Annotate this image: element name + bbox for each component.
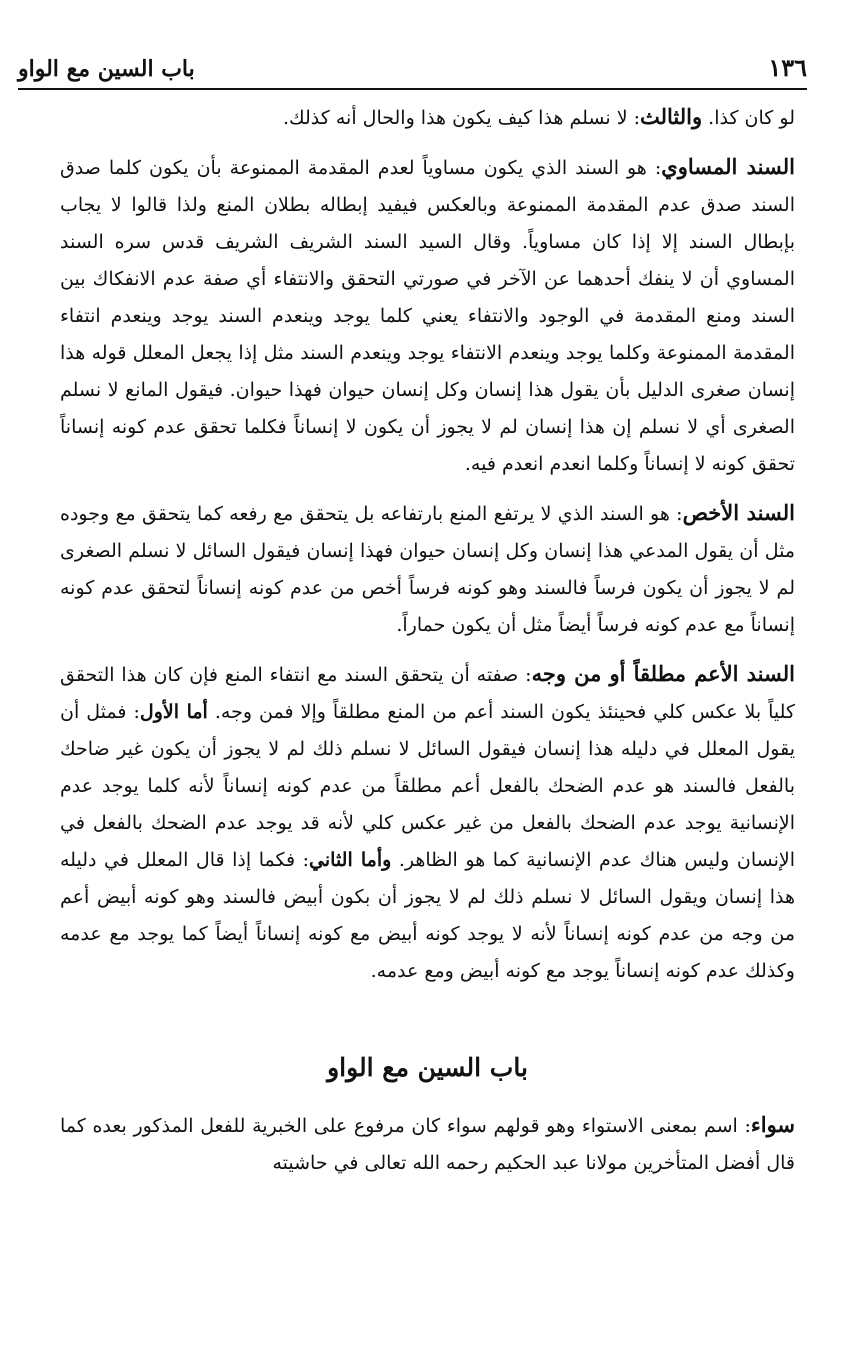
- paragraph-text: اسم بمعنى الاستواء وهو قولهم سواء كان مرفوع على الخبرية للفعل المذكور بعده كما قال أفضل المتأخرين مولانا عبد الحكيم رحمه الله تعالى في حاشيته: [60, 1115, 795, 1174]
- paragraph-text: صفته أن يتحقق السند مع انتفاء المنع فإن كان هذا التحقق كلياً بلا عكس كلي فحينئذ يكون السند أعم من المنع مطلقاً وإلا فمن وجه.: [60, 664, 795, 723]
- page-body: [60, 98, 795, 1193]
- subterm-second: وأما الثاني: [309, 849, 392, 871]
- paragraph-specific-support: [60, 494, 795, 644]
- paragraph-lead: لو كان كذا.: [702, 107, 795, 129]
- paragraph-text: لا نسلم هذا كيف يكون هذا والحال أنه كذلك.: [282, 107, 628, 129]
- paragraph-text: : فكما إذا قال المعلل في دليله هذا إنسان ويقول السائل لا نسلم ذلك لم لا يجوز أن بكون أبيض فالسند وهو كونه أبيض أعم من وجه من عدم كونه إنساناً لأنه لا يوجد كونه أبيض مع كونه إنساناً أيضاً كما يوجد مع عدمه وكذلك عدم كونه إنساناً يوجد مع كونه أبيض ومع عدمه.: [60, 849, 795, 982]
- term-third: والثالث: [640, 104, 703, 129]
- term-general-support: السند الأعم مطلقاً أو من وجه: [531, 661, 795, 686]
- term-specific-support: السند الأخص: [682, 500, 795, 525]
- paragraph-third: [60, 98, 795, 137]
- term-separator: :: [669, 503, 683, 525]
- running-header-title: باب السين مع الواو: [18, 56, 195, 82]
- term-separator: :: [627, 107, 640, 129]
- subterm-first: أما الأول: [139, 701, 208, 723]
- paragraph-general-support: [60, 655, 795, 990]
- term-separator: :: [518, 664, 532, 686]
- paragraph-text: : فمثل أن يقول المعلل في دليله هذا إنسان فيقول السائل لا نسلم ذلك لم لا يجوز أن يكون غير ضاحك بالفعل فالسند هو عدم الضحك بالفعل أعم مطلقاً من عدم كونه إنساناً لأنه كلما يوجد عدم الإنسانية يوجد عدم الضحك بالفعل من غير عكس كلي لأنه قد يوجد عدم الضحك بالفعل في الإنسان وليس هناك عدم الإنسانية كما هو الظاهر.: [60, 701, 795, 871]
- paragraph-sawa: [60, 1106, 795, 1182]
- paragraph-equal-support: [60, 148, 795, 483]
- paragraph-text: هو السند الذي يكون مساوياً لعدم المقدمة الممنوعة بأن يكون كلما صدق السند صدق عدم المقدمة الممنوعة وبالعكس فيفيد إبطاله بطلان المنع ولذا قالوا لا يجاب بإبطال السند إلا إذا كان مساوياً. وقال السيد السند الشريف الشريف قدس سره السند المساوي أن لا ينفك أحدهما عن الآخر في صورتي التحقق والانتفاء أي صفة عدم الانفكاك بين السند ومنع المقدمة في الوجود والانتفاء يعني كلما يوجد وينعدم السند يوجد وينعدم انتفاء المقدمة الممنوعة وكلما يوجد وينعدم الانتفاء يوجد وينعدم السند مثل إذا يجعل المعلل قوله هذا إنسان صغرى الدليل بأن يقول هذا إنسان وكل إنسان حيوان فهذا حيوان. فيقول المانع لا نسلم الصغرى أي لا نسلم إن هذا إنسان لم لا يجوز أن يكون لا إنساناً فكلما تحقق عدم كونه إنساناً تحقق كونه لا إنساناً وكلما انعدم انعدم فيه.: [60, 157, 795, 475]
- section-heading: باب السين مع الواو: [327, 1053, 528, 1082]
- term-separator: :: [737, 1115, 751, 1137]
- term-sawa: سواء: [750, 1112, 796, 1137]
- term-equal-support: السند المساوي: [661, 154, 795, 179]
- page-number: ١٣٦: [768, 53, 807, 82]
- running-header: [18, 38, 807, 90]
- term-separator: :: [646, 157, 662, 179]
- paragraph-text: هو السند الذي لا يرتفع المنع بارتفاعه بل يتحقق مع رفعه كما يتحقق مع وجوده مثل أن يقول المدعي هذا إنسان وكل إنسان حيوان فهذا إنسان فيقول السائل لا نسلم الصغرى لم لا يجوز أن يكون فرساً فالسند وهو كونه فرساً أخص من عدم كونه إنساناً لتحقق عدم كونه إنساناً مع عدم كونه فرساً أيضاً مثل أن يكون حماراً.: [60, 503, 795, 636]
